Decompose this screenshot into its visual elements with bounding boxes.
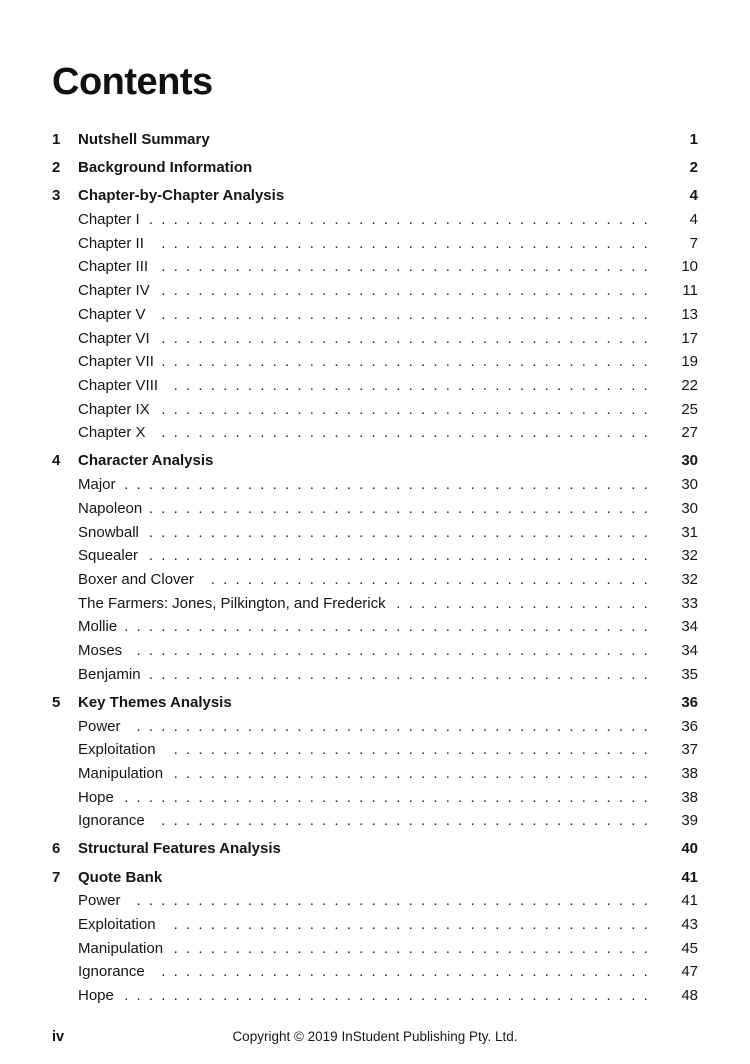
toc-entry-page: 38 <box>681 764 698 782</box>
toc-entry-page: 19 <box>681 353 698 371</box>
toc-entry-label: Moses <box>78 641 123 659</box>
toc-entry[interactable] <box>52 449 698 473</box>
toc-dot-leader <box>129 889 656 913</box>
toc-dot-leader <box>156 255 656 279</box>
toc-entry-label: Major <box>78 476 116 494</box>
toc-entry-page: 33 <box>681 594 698 612</box>
toc-dot-leader <box>152 232 656 256</box>
toc-dot-leader <box>164 913 656 937</box>
toc-dot-leader <box>153 809 656 833</box>
toc-dot-leader <box>129 715 656 739</box>
toc-entry-label: Snowball <box>78 523 139 541</box>
toc-entry[interactable] <box>52 421 698 445</box>
toc-entry[interactable] <box>52 374 698 398</box>
footer-page-number: iv <box>52 1029 65 1045</box>
toc-entry-page: 31 <box>681 523 698 541</box>
toc-entry-label: Chapter V <box>78 305 146 323</box>
toc-dot-leader <box>154 303 656 327</box>
toc-dot-leader <box>162 350 656 374</box>
toc-entry-number: 5 <box>52 693 61 711</box>
toc-entry-label: Nutshell Summary <box>78 131 210 148</box>
toc-entry-label: Squealer <box>78 547 139 565</box>
toc-entry-label: The Farmers: Jones, Pilkington, and Frederick <box>78 594 386 612</box>
toc-entry-page: 27 <box>681 424 698 442</box>
toc-entry-page: 30 <box>681 499 698 517</box>
toc-entry-page: 2 <box>689 159 698 177</box>
toc-entry[interactable] <box>52 255 698 279</box>
toc-entry-label: Power <box>78 892 121 910</box>
toc-entry[interactable] <box>52 473 698 497</box>
footer-copyright: Copyright © 2019 InStudent Publishing Pty. Ltd. <box>232 1029 518 1044</box>
toc-entry[interactable] <box>52 156 698 180</box>
toc-entry-label: Manipulation <box>78 939 164 957</box>
toc-entry[interactable] <box>52 639 698 663</box>
toc-entry-page: 37 <box>681 741 698 759</box>
toc-entry-page: 34 <box>681 618 698 636</box>
toc-entry-number: 2 <box>52 159 61 177</box>
toc-entry-page: 4 <box>689 187 698 205</box>
toc-dot-leader <box>149 663 656 687</box>
toc-entry-label: Hope <box>78 987 114 1005</box>
toc-entry-label: Character Analysis <box>78 452 214 470</box>
toc-entry-page: 32 <box>681 570 698 588</box>
toc-dot-leader <box>124 473 656 497</box>
toc-entry-label: Mollie <box>78 618 118 636</box>
toc-entry-page: 30 <box>681 476 698 494</box>
toc-entry[interactable] <box>52 350 698 374</box>
toc-entry[interactable] <box>52 279 698 303</box>
toc-entry[interactable] <box>52 786 698 810</box>
toc-entry-label: Chapter III <box>78 258 149 276</box>
toc-dot-leader <box>164 738 656 762</box>
toc-entry[interactable] <box>52 913 698 937</box>
toc-entry-page: 48 <box>681 987 698 1005</box>
toc-entry[interactable] <box>52 544 698 568</box>
toc-entry-page: 13 <box>681 305 698 323</box>
toc-dot-leader <box>122 786 656 810</box>
toc-entry-label: Exploitation <box>78 916 156 933</box>
toc-entry[interactable] <box>52 568 698 592</box>
toc-dot-leader <box>122 984 656 1008</box>
toc-dot-leader <box>130 639 656 663</box>
toc-entry-page: 41 <box>681 892 698 910</box>
toc-entry-label: Chapter VII <box>78 353 154 371</box>
toc-entry-label: Ignorance <box>78 963 145 981</box>
toc-entry-page: 45 <box>681 939 698 957</box>
toc-entry[interactable] <box>52 128 698 152</box>
toc-entry-page: 34 <box>681 641 698 659</box>
toc-entry-label: Power <box>78 717 121 735</box>
toc-dot-leader <box>153 960 656 984</box>
toc-entry[interactable] <box>52 889 698 913</box>
toc-entry[interactable] <box>52 866 698 890</box>
toc-dot-leader <box>158 398 656 422</box>
toc-dot-leader <box>171 937 656 961</box>
toc-entry-label: Background Information <box>78 159 253 177</box>
toc-dot-leader <box>158 327 656 351</box>
toc-entry-label: Chapter IX <box>78 400 150 418</box>
toc-entry-label: Chapter VIII <box>78 376 159 394</box>
toc-dot-leader <box>394 592 656 616</box>
toc-dot-leader <box>150 497 656 521</box>
toc-entry-label: Quote Bank <box>78 868 163 886</box>
toc-dot-leader <box>147 521 656 545</box>
page-title: Contents <box>52 61 213 103</box>
toc-entry-label: Napoleon <box>78 499 143 517</box>
toc-list <box>52 128 698 1008</box>
toc-entry-number: 6 <box>52 840 61 858</box>
toc-entry-page: 32 <box>681 547 698 565</box>
toc-entry-page: 36 <box>681 693 698 711</box>
toc-entry[interactable] <box>52 398 698 422</box>
toc-entry[interactable] <box>52 762 698 786</box>
toc-entry[interactable] <box>52 809 698 833</box>
toc-entry[interactable] <box>52 715 698 739</box>
toc-entry-label: Chapter II <box>78 234 144 252</box>
toc-entry[interactable] <box>52 960 698 984</box>
toc-entry[interactable] <box>52 592 698 616</box>
toc-entry-number: 3 <box>52 187 61 205</box>
toc-entry[interactable] <box>52 184 698 208</box>
toc-entry-label: Benjamin <box>78 665 141 683</box>
toc-entry-label: Boxer and Clover <box>78 570 194 588</box>
toc-entry[interactable] <box>52 691 698 715</box>
toc-entry-label: Ignorance <box>78 812 145 830</box>
toc-dot-leader <box>146 544 656 568</box>
toc-entry-page: 7 <box>689 234 698 252</box>
toc-dot-leader <box>171 762 656 786</box>
toc-entry[interactable] <box>52 303 698 327</box>
toc-entry-page: 4 <box>689 211 698 229</box>
toc-entry-label: Chapter VI <box>78 329 150 347</box>
toc-entry-page: 22 <box>681 376 698 394</box>
toc-entry-page: 10 <box>681 258 698 276</box>
toc-entry-page: 40 <box>681 840 698 858</box>
toc-dot-leader <box>202 568 656 592</box>
toc-entry[interactable] <box>52 837 698 861</box>
page-footer <box>0 1029 750 1049</box>
toc-entry[interactable] <box>52 497 698 521</box>
toc-entry[interactable] <box>52 327 698 351</box>
toc-entry-label: Chapter-by-Chapter Analysis <box>78 187 285 205</box>
toc-entry-label: Chapter I <box>78 211 140 229</box>
toc-dot-leader <box>148 208 656 232</box>
toc-entry[interactable] <box>52 984 698 1008</box>
toc-entry[interactable] <box>52 738 698 762</box>
toc-entry[interactable] <box>52 521 698 545</box>
toc-dot-leader <box>166 374 656 398</box>
toc-dot-leader <box>154 421 656 445</box>
toc-entry-page: 30 <box>681 452 698 470</box>
toc-entry[interactable] <box>52 615 698 639</box>
toc-entry-label: Hope <box>78 788 114 806</box>
toc-entry[interactable] <box>52 663 698 687</box>
toc-entry-label: Chapter X <box>78 424 146 442</box>
toc-entry-page: 35 <box>681 665 698 683</box>
toc-entry-label: Structural Features Analysis <box>78 840 281 858</box>
toc-entry[interactable] <box>52 937 698 961</box>
toc-entry[interactable] <box>52 208 698 232</box>
toc-entry-number: 1 <box>52 131 61 148</box>
toc-entry-page: 11 <box>682 282 698 300</box>
toc-dot-leader <box>158 279 656 303</box>
toc-entry-page: 47 <box>681 963 698 981</box>
toc-entry-label: Chapter IV <box>78 282 150 300</box>
toc-entry-page: 36 <box>681 717 698 735</box>
toc-entry-page: 1 <box>689 131 698 148</box>
toc-entry-label: Key Themes Analysis <box>78 693 232 711</box>
toc-entry[interactable] <box>52 232 698 256</box>
toc-entry-page: 41 <box>681 868 698 886</box>
toc-entry-label: Manipulation <box>78 764 164 782</box>
toc-entry-number: 7 <box>52 868 61 886</box>
toc-entry-page: 17 <box>681 329 698 347</box>
toc-entry-page: 43 <box>681 916 698 933</box>
toc-entry-label: Exploitation <box>78 741 156 759</box>
toc-entry-page: 38 <box>681 788 698 806</box>
toc-entry-page: 25 <box>681 400 698 418</box>
toc-entry-page: 39 <box>681 812 698 830</box>
toc-dot-leader <box>125 615 656 639</box>
toc-entry-number: 4 <box>52 452 61 470</box>
